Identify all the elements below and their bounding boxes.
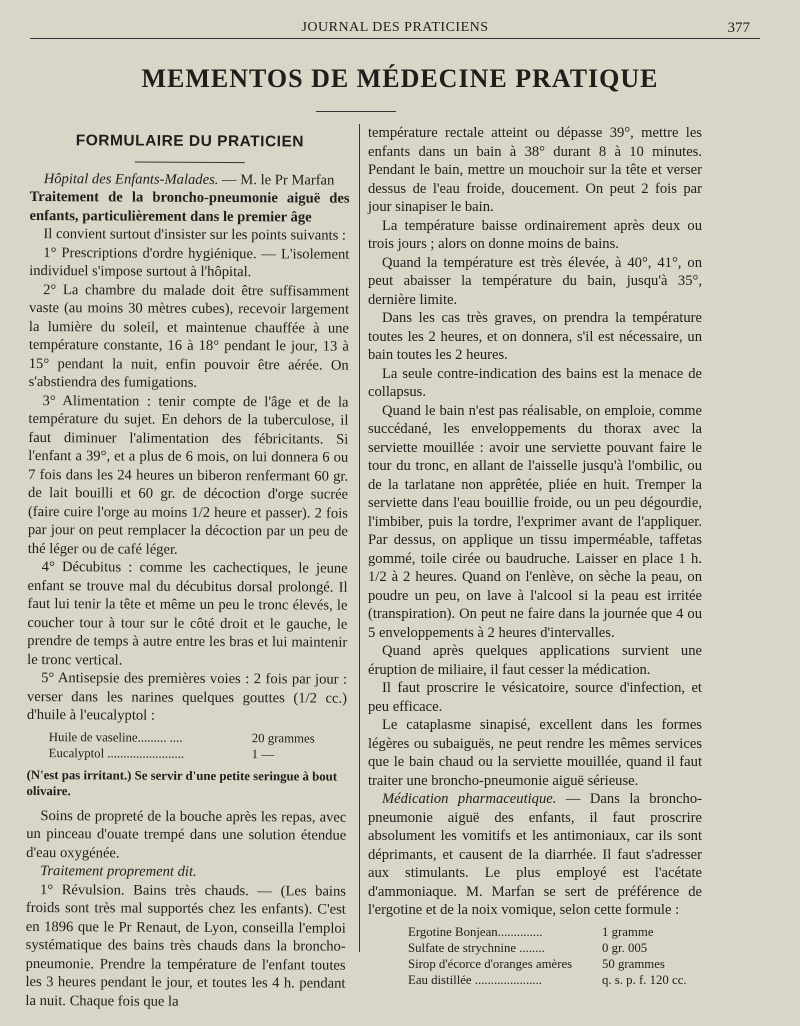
paragraph-miliaria: Quand après quelques applications survient une éruption de miliaire, il faut cesser la médication. (368, 643, 702, 678)
formula-quantity: 1 — (251, 746, 275, 761)
formula-row (408, 956, 702, 972)
formula-ingredient: Huile de vaseline......... .... (48, 729, 183, 745)
paragraph-wet-towel: Quand le bain n'est pas réalisable, on emploie, comme succédané, les enveloppements du thorax avec la serviette mouillée : avoir une serviette pouvant faire le tour du tronc, en allant de l'aisselle jusqu'à l'ombilic, ou de la tarlatane non apprêtée, pliée en huit. Tremper la serviette dans l'eau bouillie froide, ou un peu dégourdie, l'imbiber, puis la tordre, l'exprimer avant de l'appliquer. Par dessus, on applique un tissu imperméable, taffetas gommé, toile cirée ou baudruche. Laisser en place 1 h. 1/2 à 2 heures. Quand on l'enlève, on sèche la peau, on poudre un peu, on lave à l'alcool si la peau est irritée (transpiration). On peut ne faire dans la journée que 4 ou 5 enveloppements à 2 heures d'intervalles. (368, 402, 702, 641)
formula-quantity: 20 grammes (251, 730, 315, 745)
formula-row (49, 729, 347, 747)
intro-paragraph: Il convient surtout d'insister sur les points suivants : (43, 226, 347, 244)
paragraph-mouth-care: Soins de propreté de la bouche après les repas, avec un pinceau d'ouate trempé dans une solution étendue d'eau oxygénée. (26, 807, 347, 861)
paragraph-high-temperature: Quand la température est très élevée, à 40°, 41°, on peut abaisser la température du bain, jusqu'à 35°, dernière limite. (368, 254, 702, 308)
pharmaceutical-text: — Dans la broncho-pneumonie aiguë des enfants, il faut proscrire absolument les vomitifs et les antimoniaux, car ils sont déprimants, et causent de la diarrhée. Il faut s'adresser aux stimulants. Le plus employé est l'acétate d'ammoniaque. M. Marfan se sert de préférence de l'ergotine et de la noix vomique, selon cette formule : (368, 791, 702, 918)
formula-ingredient: Sirop d'écorce d'oranges amères (408, 956, 573, 971)
paragraph-pharmaceutical (368, 790, 702, 920)
section-title: FORMULAIRE DU PRATICIEN (75, 132, 305, 151)
hospital-line (30, 169, 350, 189)
section-rule (135, 161, 245, 163)
main-title: MEMENTOS DE MÉDECINE PRATIQUE (141, 64, 659, 93)
formula-note: (N'est pas irritant.) Se servir d'une petite seringue à bout olivaire. (26, 767, 338, 798)
formula-ingredient: Eucalyptol ........................ (48, 745, 185, 761)
formula-ingredient: Eau distillée ..................... (408, 972, 542, 987)
formula-quantity: 1 gramme (602, 924, 654, 939)
paragraph-severe-cases: Dans les cas très graves, on prendra la température toutes les 2 heures, et on donnera, s'il est nécessaire, un bain toutes les 2 heures. (368, 310, 702, 363)
formula-quantity: 50 grammes (602, 956, 665, 971)
journal-title: JOURNAL DES PRATICIENS (301, 20, 489, 35)
left-column (25, 124, 350, 1010)
treatment-title: Traitement de la broncho-pneumonie aiguë des enfants, particulièrement dans le premier âge (29, 188, 350, 225)
title-rule (316, 111, 396, 112)
paragraph-room: 2° La chambre du malade doit être suffisamment vaste (au moins 30 mètres cubes), recevoir largement la lumière du soleil, et maintenue chauffée à une température constante, 16 à 18° pendant le jour, 13 à 15° pendant la nuit, enfin pouvoir être aérée. On s'abstiendra des fumigations. (28, 281, 350, 391)
formula-ingredient: Ergotine Bonjean.............. (408, 924, 543, 939)
paragraph-contraindication: La seule contre-indication des bains est la menace de collapsus. (368, 365, 702, 400)
formula-quantity: q. s. p. f. 120 cc. (602, 972, 687, 987)
right-column (368, 124, 702, 987)
paragraph-temperature-drop: La température baisse ordinairement après deux ou trois jours ; alors on donne moins de bains. (368, 217, 702, 252)
formula-row (408, 924, 702, 940)
hospital-name: Hôpital des Enfants-Malades. (43, 170, 219, 188)
paragraph-revulsion: 1° Révulsion. Bains très chauds. — (Les bains froids sont très mal supportés chez les enfants). C'est en 1896 que le Pr Renaut, de Lyon, conseilla l'emploi systématique des bains très chauds dans la broncho-pneumonie. Prendre la température de l'enfant toutes les 3 heures pendant le jour, et toutes les 4 h. pendant la nuit. Chaque fois que la (25, 881, 347, 1010)
author-name: — M. le Pr Marfan (218, 171, 335, 189)
paragraph-hygiene: 1° Prescriptions d'ordre hygiénique. — L'isolement individuel s'impose surtout à l'hôpital. (29, 244, 350, 281)
formula-row (49, 745, 347, 763)
paragraph-vesicatory: Il faut proscrire le vésicatoire, source d'infection, et peu efficace. (368, 680, 702, 715)
formula-row (408, 972, 702, 988)
paragraph-cataplasm: Le cataplasme sinapisé, excellent dans les formes légères ou subaiguës, ne peut rendre les mêmes services que le bain chaud ou la serviette mouillée, quand il faut traiter une broncho-pneumonie aiguë sérieuse. (368, 717, 702, 789)
proper-treatment-title: Traitement proprement dit. (40, 863, 197, 880)
formula-quantity: 0 gr. 005 (602, 940, 648, 955)
paragraph-decubitus: 4° Décubitus : comme les cachectiques, le jeune enfant se trouve mal du décubitus dorsal prolongé. Il faut lui tenir la tête et même un peu le tronc élevés, le coucher tour à tour sur le côté droit et le gauche, le prendre de temps à autre entre les bras et lui maintenir le tronc vertical. (27, 559, 348, 668)
column-divider (359, 124, 360, 952)
formula-row (408, 940, 702, 956)
ergotine-formula (408, 924, 702, 988)
paragraph-antisepsis: 5° Antisepsie des premières voies : 2 fois par jour : verser dans les narines quelques gouttes (1/2 cc.) d'huile à l'eucalyptol : (26, 670, 348, 724)
paragraph-alimentation: 3° Alimentation : tenir compte de l'âge et de la température du sujet. En dehors de la tuberculose, il faut diminuer l'alimentation des fébricitants. Si l'enfant a 39°, et a plus de 6 mois, on lui donnera 6 ou 7 fois dans les 24 heures un biberon renfermant 60 gr. de lait bouilli et 60 gr. de décoction d'orge sucrée (faire cuire l'orge au moins 1/2 heure et passer). 2 fois par jour on peut remplacer la décoction par un peu de thé léger ou de café léger. (27, 392, 349, 558)
pharmaceutical-title: Médication pharmaceutique. (382, 791, 557, 807)
eucalyptol-formula (49, 729, 347, 763)
formula-ingredient: Sulfate de strychnine ........ (408, 940, 545, 955)
paragraph-bath-temperature: température rectale atteint ou dépasse 39°, mettre les enfants dans un bain à 38° durant 8 à 10 minutes. Pendant le bain, mettre un mouchoir sur la tête et verser dessus de l'eau froide, doucement. On peut 2 fois par jour sinapiser le bain. (368, 125, 702, 215)
running-header (30, 14, 760, 39)
page-number: 377 (727, 20, 750, 36)
